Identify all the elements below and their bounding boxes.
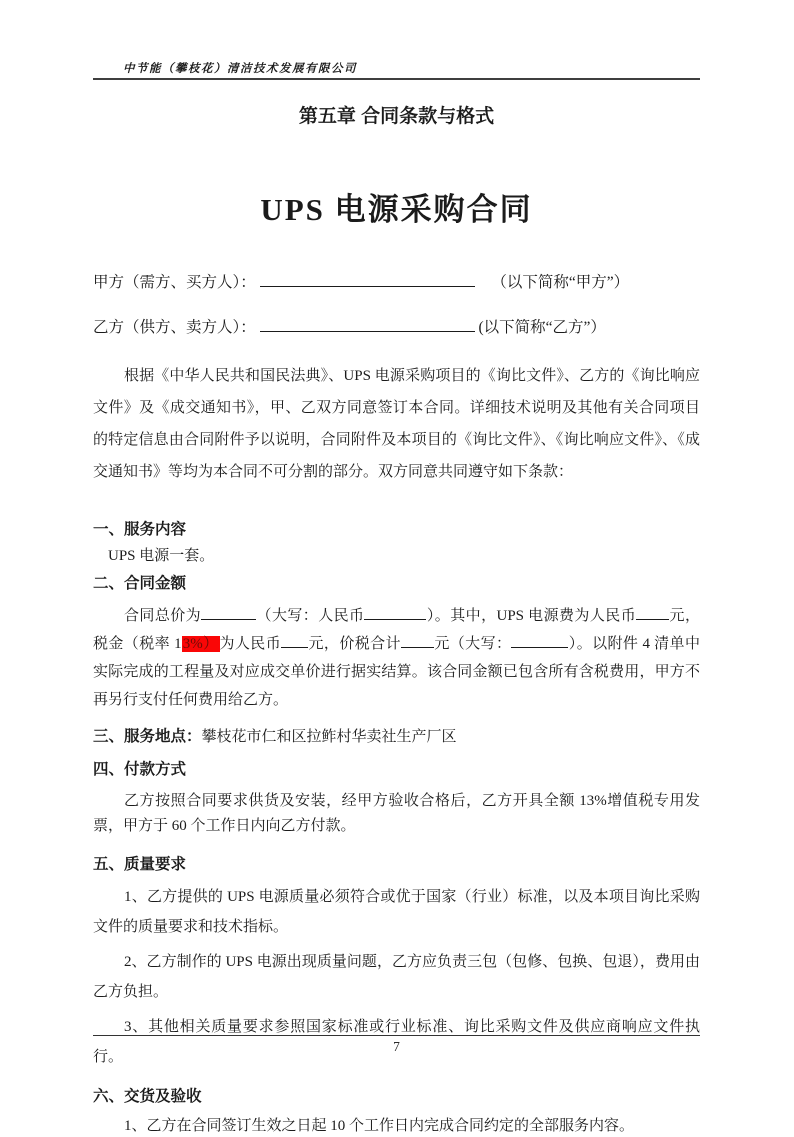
delivery-item-1: 1、乙方在合同签订生效之日起 10 个工作日内完成合同约定的全部服务内容。 [124, 1118, 635, 1134]
party-b-label: 乙方（供方、卖方人）： [93, 319, 256, 336]
company-name: 中节能（攀枝花）清洁技术发展有限公司 [123, 63, 357, 75]
document-title: UPS 电源采购合同 [260, 192, 533, 227]
fill-in-blank [636, 606, 669, 620]
quality-item-2: 2、乙方制作的 UPS 电源出现质量问题，乙方应负责三包（包修、包换、包退），费用由乙方负担。 [93, 954, 700, 1000]
text-segment: ）。其中，UPS 电源费为人民币 [426, 608, 637, 624]
service-location-text: 攀枝花市仁和区拉鲊村华卖社生产厂区 [201, 729, 457, 745]
text-segment: 合同总价为 [124, 608, 202, 624]
contract-amount-paragraph [93, 602, 700, 714]
preamble-paragraph: 根据《中华人民共和国民法典》、UPS 电源采购项目的《询比文件》、乙方的《询比响应文件》及《成交通知书》，甲、乙双方同意签订本合同。详细技术说明及其他有关合同项目的特定信息由合同附件予以说明，合同附件及本项目的《询比文件》、《询比响应文件》、《成交通知书》等均为本合同不可分割的部分。双方同意共同遵守如下条款： [93, 368, 700, 480]
section-5-heading: 五、质量要求 [93, 856, 187, 873]
section-1-heading: 一、服务内容 [93, 521, 187, 538]
quality-item-3: 3、其他相关质量要求参照国家标准或行业标准、询比采购文件及供应商响应文件执行。 [93, 1019, 700, 1065]
party-b-fill-in-blank [260, 317, 475, 332]
section-6-heading: 六、交货及验收 [93, 1088, 202, 1105]
section-3-heading [93, 726, 700, 748]
party-b-line [93, 315, 700, 337]
text-segment: 元（大写： [433, 636, 512, 652]
text-segment: （大写：人民币 [256, 608, 365, 624]
fill-in-blank [401, 634, 434, 648]
party-a-fill-in-blank [260, 272, 475, 287]
chapter-title: 第五章 合同条款与格式 [298, 106, 495, 127]
section-2-heading: 二、合同金额 [93, 575, 187, 592]
fill-in-blank [201, 606, 256, 620]
quality-item-1: 1、乙方提供的 UPS 电源质量必须符合或优于国家（行业）标准，以及本项目询比采购文件的质量要求和技术指标。 [93, 889, 700, 935]
tax-rate-highlight: 3%） [182, 636, 219, 652]
section-1-body: UPS 电源一套。 [108, 548, 215, 564]
page-header [93, 60, 700, 80]
text-segment: ）。以附件 4 清单中实际完成的工程量及对应成交单价进行据实结算。该合同金额已包含所有含税费用，甲方不再另行支付任何费用给乙方。 [93, 636, 700, 708]
party-b-suffix: (以下简称“乙方”） [478, 319, 606, 336]
party-a-label: 甲方（需方、买方人）： [93, 274, 256, 291]
text-segment: 为人民币 [219, 636, 282, 652]
page-number: 7 [393, 1039, 400, 1054]
text-segment: 元，价税合计 [308, 636, 401, 652]
parties-block [93, 270, 700, 337]
text-segment: 元，税金（税率 1 [93, 608, 700, 652]
fill-in-blank [511, 634, 568, 648]
section-3-heading-label: 三、服务地点： [93, 728, 202, 745]
section-4-heading: 四、付款方式 [93, 761, 187, 778]
party-a-line [93, 270, 700, 292]
fill-in-blank [364, 606, 426, 620]
party-a-suffix: （以下简称“甲方”） [491, 274, 630, 291]
payment-terms-paragraph: 乙方按照合同要求供货及安装，经甲方验收合格后，乙方开具全额 13%增值税专用发票，甲方于 60 个工作日内向乙方付款。 [93, 793, 700, 834]
page-footer [93, 1035, 700, 1055]
fill-in-blank [281, 634, 308, 648]
